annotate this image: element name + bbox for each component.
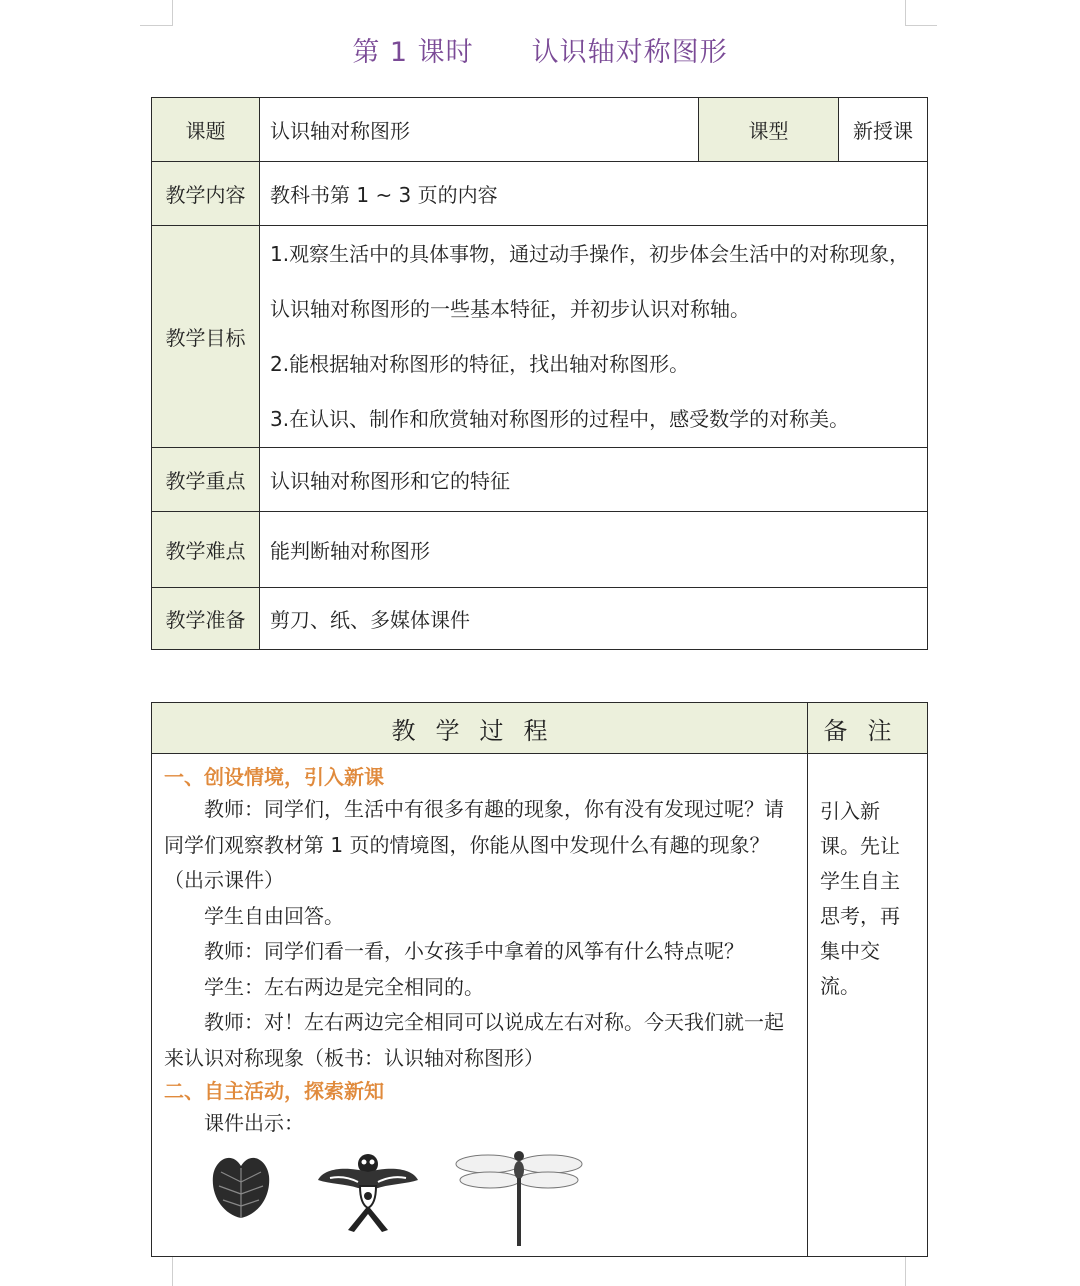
corner-mark [172,0,173,26]
content-label: 教学内容 [152,162,260,226]
paragraph: 教师：对！左右两边完全相同可以说成左右对称。今天我们就一起来认识对称现象（板书：认识轴对称图形） [164,1010,784,1070]
corner-mark [140,25,172,26]
paragraph: 教师：同学们，生活中有很多有趣的现象，你有没有发现过呢？请同学们观察教材第 1 页的情境图，你能从图中发现什么有趣的现象？（出示课件） [164,797,784,892]
key-point-value: 认识轴对称图形和它的特征 [260,448,928,512]
paragraph: 学生：左右两边是完全相同的。 [204,974,484,999]
paragraph: 教师：同学们看一看，小女孩手中拿着的风筝有什么特点呢？ [204,939,744,963]
corner-mark [905,25,937,26]
notes-content: 引入新课。先让学生自主思考，再集中交流。 [808,754,928,1257]
preparation-label: 教学准备 [152,588,260,650]
goal-item: 1.观察生活中的具体事物，通过动手操作，初步体会生活中的对称现象， [270,241,910,266]
corner-mark [905,1256,906,1286]
type-value: 新授课 [839,98,928,162]
goal-item: 认识轴对称图形的一些基本特征，并初步认识对称轴。 [270,296,750,321]
content-value: 教科书第 1 ~ 3 页的内容 [260,162,928,226]
dragonfly-image [454,1144,584,1248]
page-title [0,30,1080,69]
goal-item: 2.能根据轴对称图形的特征，找出轴对称图形。 [270,351,690,376]
section-title: 二、自主活动，探索新知 [164,1079,384,1103]
lesson-number: 第 1 课时 [352,37,474,68]
leaf-image [209,1148,273,1238]
type-label: 课型 [699,98,839,162]
difficulty-value: 能判断轴对称图形 [260,512,928,588]
swallow-kite-image [316,1150,420,1234]
notes-header: 备注 [808,703,928,754]
key-point-label: 教学重点 [152,448,260,512]
goal-label: 教学目标 [152,226,260,448]
section-title: 一、创设情境，引入新课 [164,765,384,789]
corner-mark [905,0,906,26]
goal-item: 3.在认识、制作和欣赏轴对称图形的过程中，感受数学的对称美。 [270,406,850,431]
paragraph: 课件出示： [204,1111,304,1135]
process-content [152,754,808,1257]
goal-list [260,226,928,448]
process-header: 教学过程 [152,703,808,754]
difficulty-label: 教学难点 [152,512,260,588]
lesson-name: 认识轴对称图形 [531,37,728,68]
topic-value: 认识轴对称图形 [260,98,699,162]
image-row [164,1144,797,1254]
corner-mark [172,1256,173,1286]
teaching-process-table [151,702,928,1257]
paragraph: 学生自由回答。 [204,903,344,928]
lesson-info-table [151,97,928,650]
topic-label: 课题 [152,98,260,162]
preparation-value: 剪刀、纸、多媒体课件 [260,588,928,650]
